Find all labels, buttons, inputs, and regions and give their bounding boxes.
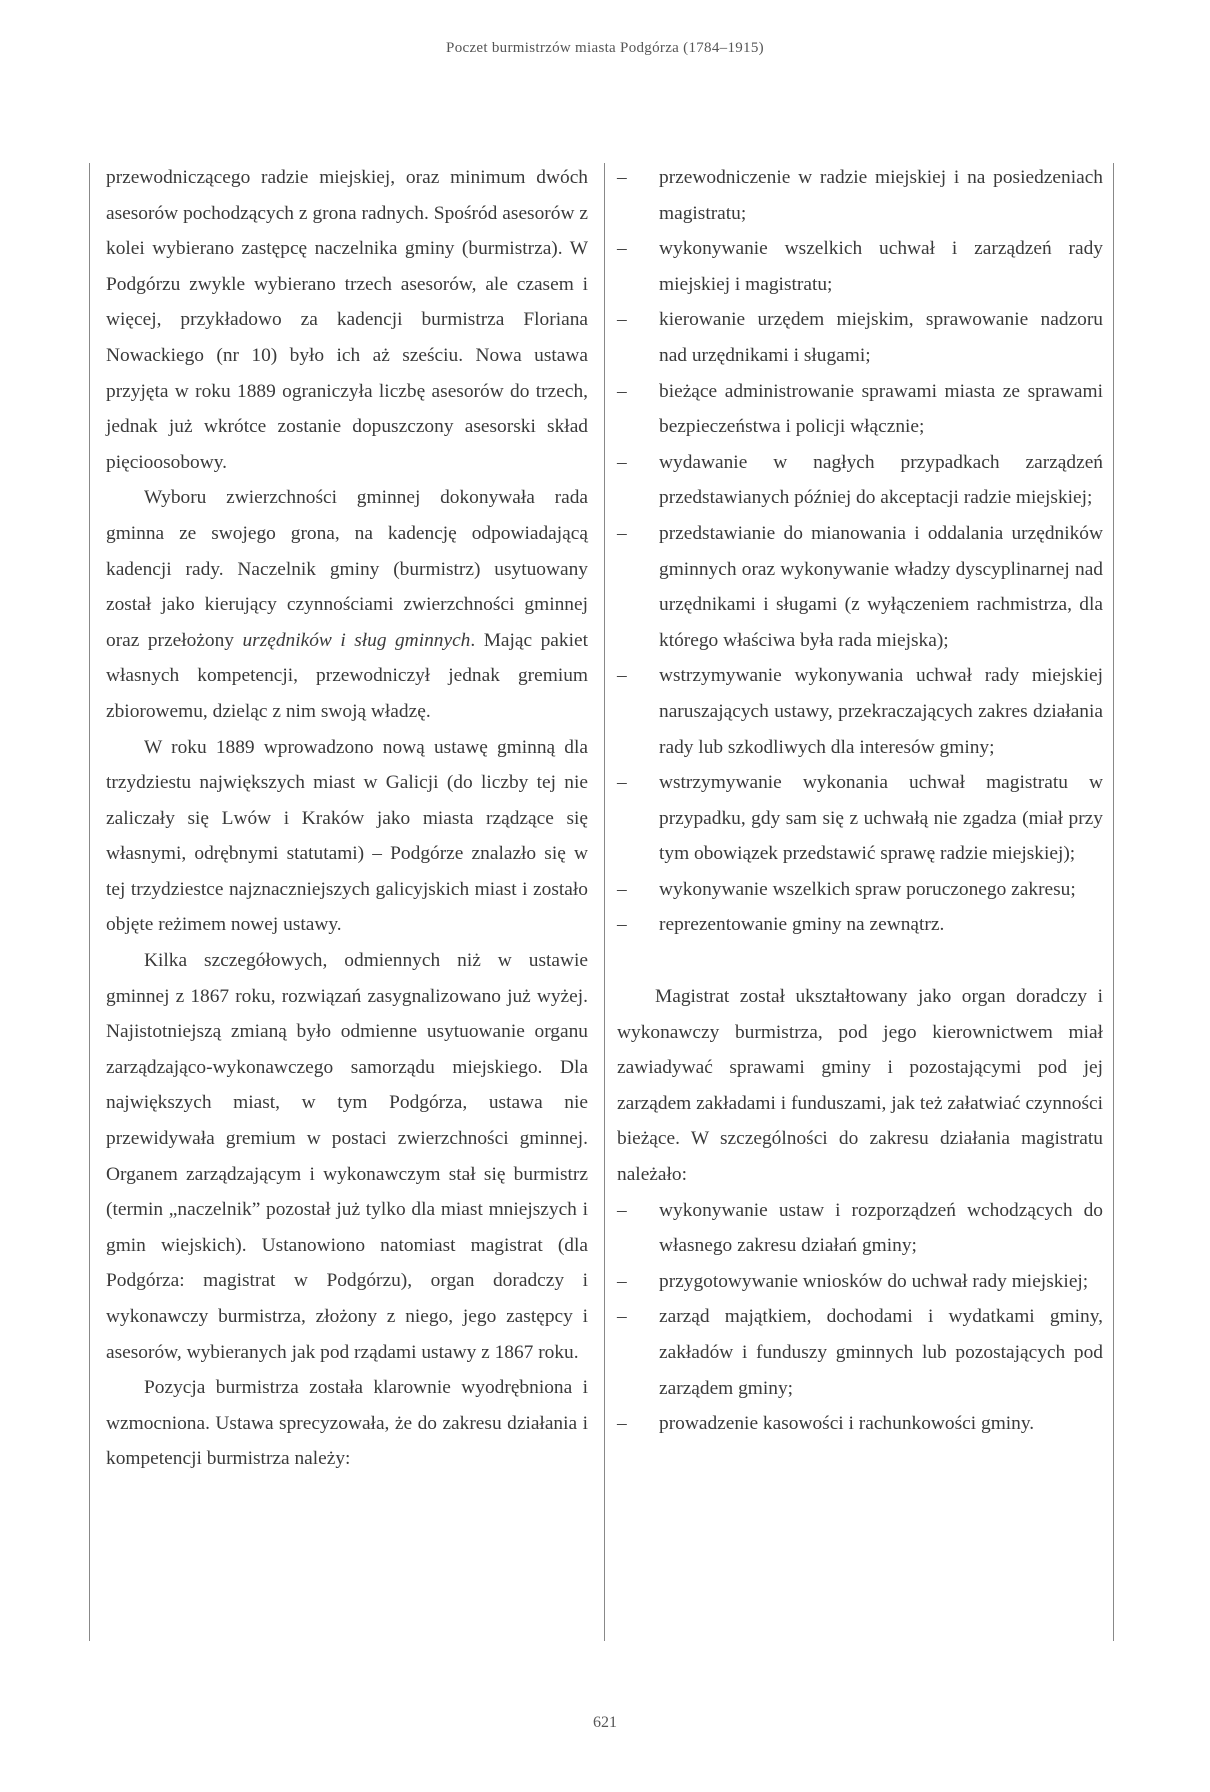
list-item: – przygotowywanie wniosków do uchwał rady miejskiej; [617, 1264, 1103, 1300]
list-item: – wstrzymywanie wykonania uchwał magistratu w przypadku, gdy sam się z uchwałą nie zgadza (miał przy tym obowiązek przedstawić sprawę radzie miejskiej); [617, 765, 1103, 872]
text-run: . Mając pakiet własnych kompetencji, przewodniczył jednak gremium zbiorowemu, dzieląc z nim swoją władzę. [106, 629, 588, 722]
list-item: – reprezentowanie gminy na zewnątrz. [617, 907, 1103, 943]
list-item: – bieżące administrowanie sprawami miasta ze sprawami bezpieczeństwa i policji włącznie; [617, 374, 1103, 445]
list-item: – przedstawianie do mianowania i oddalania urzędników gminnych oraz wykonywanie władzy dyscyplinarnej nad urzędnikami i sługami (z wyłączeniem rachmistrza, dla którego właściwa była rada miejska); [617, 516, 1103, 658]
list-item: – wydawanie w nagłych przypadkach zarządzeń przedstawianych później do akceptacji radzie miejskiej; [617, 445, 1103, 516]
paragraph: przewodniczącego radzie miejskiej, oraz minimum dwóch asesorów pochodzących z grona radnych. Spośród asesorów z kolei wybierano zastępcę naczelnika gminy (burmistrza). W Podgórzu zwykle wybierano trzech asesorów, ale czasem i więcej, przykładowo za kadencji burmistrza Floriana Nowackiego (nr 10) było ich aż sześciu. Nowa ustawa przyjęta w roku 1889 ograniczyła liczbę asesorów do trzech, jednak już wkrótce zostanie dopuszczony asesorski skład pięcioosobowy. [106, 167, 588, 473]
list-item: – wykonywanie wszelkich spraw poruczonego zakresu; [617, 872, 1103, 908]
paragraph: Kilka szczegółowych, odmiennych niż w ustawie gminnej z 1867 roku, rozwiązań zasygnalizowano już wyżej. Najistotniejszą zmianą było odmienne usytuowanie organu zarządzająco-wykonawczego samorządu miejskiego. Dla największych miast, w tym Podgórza, ustawa nie przewidywała gremium w postaci zwierzchności gminnej. Organem zarządzającym i wykonawczym stał się burmistrz (termin „naczelnik” pozostał już tylko dla miast mniejszych i gmin wiejskich). Ustanowiono natomiast magistrat (dla Podgórza: magistrat w Podgórzu), organ doradczy i wykonawczy burmistrza, złożony z niego, jego zastępcy i asesorów, wybieranych jak pod rządami ustawy z 1867 roku. [106, 950, 588, 1363]
list-item: – wykonywanie wszelkich uchwał i zarządzeń rady miejskiej i magistratu; [617, 231, 1103, 302]
left-margin-rule [89, 163, 90, 1641]
column-divider-rule [604, 163, 605, 1641]
text-run: Wyboru zwierzchności gminnej dokonywała rada gminna ze swojego grona, na kadencję odpowiadającą kadencji rady. Naczelnik gminy (burmistrz) usytuowany został jako kierujący czynnościami zwierzchności gminnej oraz przełożony [106, 487, 588, 651]
left-column [106, 160, 588, 1477]
paragraph: Pozycja burmistrza została klarownie wyodrębniona i wzmocniona. Ustawa sprecyzowała, że do zakresu działania i kompetencji burmistrza należy: [106, 1377, 588, 1470]
magistrat-paragraph: Magistrat został ukształtowany jako organ doradczy i wykonawczy burmistrza, pod jego kierownictwem miał zawiadywać sprawami gminy i pozostającymi pod jej zarządem zakładami i funduszami, jak też załatwiać czynności bieżące. W szczególności do zakresu działania magistratu należało: [617, 986, 1103, 1186]
list-item: – prowadzenie kasowości i rachunkowości gminy. [617, 1406, 1103, 1442]
italic-phrase: urzędników i sług gminnych [242, 629, 471, 651]
mayor-duties-list [617, 160, 1103, 943]
paragraph-with-italic [106, 480, 588, 729]
page-number: 621 [593, 1714, 617, 1731]
section-spacer [617, 943, 1103, 979]
list-item: – zarząd majątkiem, dochodami i wydatkami gminy, zakładów i funduszy gminnych lub pozostających pod zarządem gminy; [617, 1299, 1103, 1406]
magistrat-duties-list [617, 1193, 1103, 1442]
list-item: – przewodniczenie w radzie miejskiej i na posiedzeniach magistratu; [617, 160, 1103, 231]
running-header: Poczet burmistrzów miasta Podgórza (1784–1915) [446, 40, 764, 56]
list-item: – kierowanie urzędem miejskim, sprawowanie nadzoru nad urzędnikami i sługami; [617, 302, 1103, 373]
paragraph: W roku 1889 wprowadzono nową ustawę gminną dla trzydziestu największych miast w Galicji (do liczby tej nie zaliczały się Lwów i Kraków jako miasta rządzące się własnymi, odrębnymi statutami) – Podgórze znalazło się w tej trzydziestce najznaczniejszych galicyjskich miast i zostało objęte reżimem nowej ustawy. [106, 736, 588, 936]
list-item: – wstrzymywanie wykonywania uchwał rady miejskiej naruszających ustawy, przekraczających zakres działania rady lub szkodliwych dla interesów gminy; [617, 658, 1103, 765]
right-margin-rule [1113, 163, 1114, 1641]
right-column [617, 160, 1103, 1442]
list-item: – wykonywanie ustaw i rozporządzeń wchodzących do własnego zakresu działań gminy; [617, 1193, 1103, 1264]
